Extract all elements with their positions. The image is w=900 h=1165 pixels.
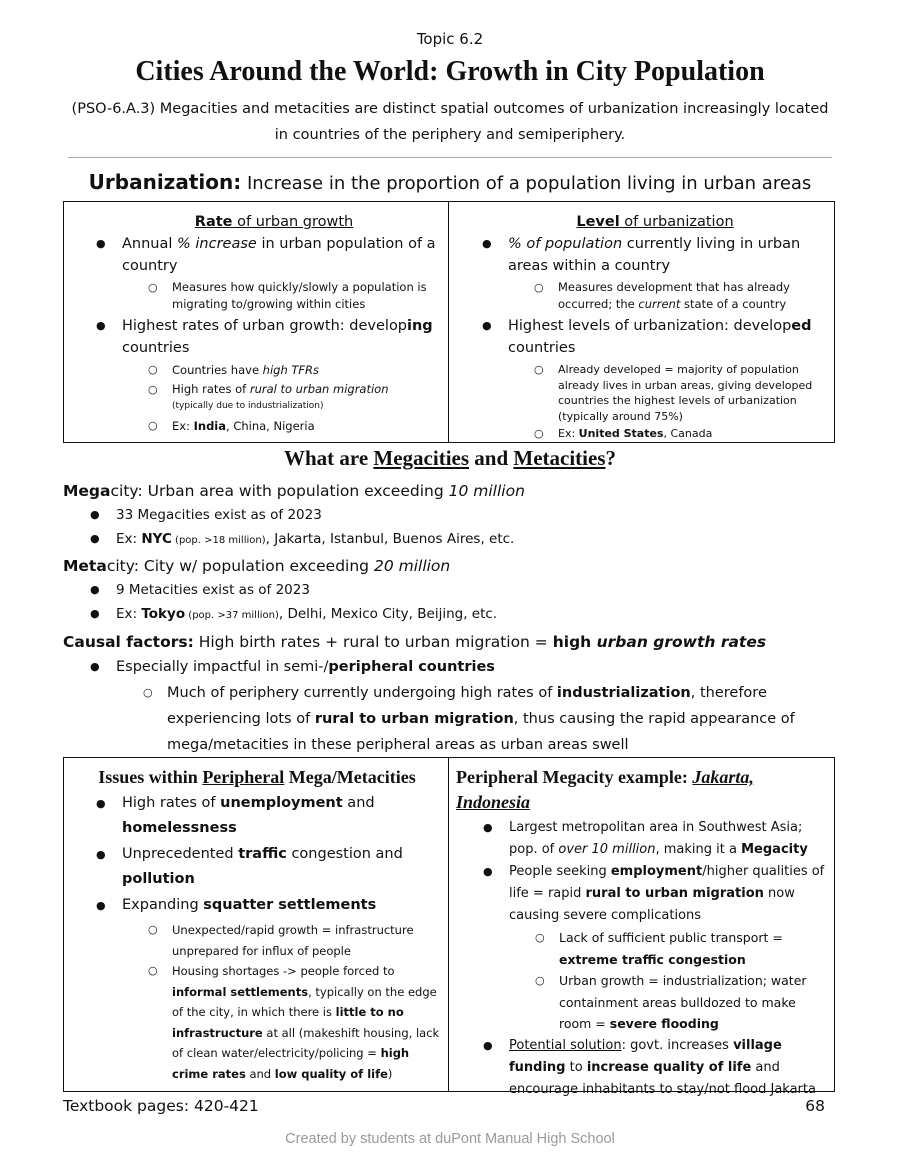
issues-sub-2: ○ Housing shortages -> people forced to informal settlements, typically on the edge of the city, in which there is little to no infrastructure at all (makeshift housing, lack of clean water/electricity/policing = high crime rates and low quality of life) (148, 961, 444, 1084)
issues-bullet-2: ● Unprecedented traffic congestion and pollution (96, 842, 444, 893)
standard-text (30, 96, 870, 148)
urbanization-text: Increase in the proportion of a population living in urban areas (246, 173, 812, 194)
rate-sub-1: ○ Measures how quickly/slowly a population is migrating to/growing within cities (148, 279, 442, 313)
page-title: Cities Around the World: Growth in City Population (135, 56, 765, 87)
example-column (456, 765, 828, 1101)
causal-factors: Causal factors: High birth rates + rural to urban migration = high urban growth rates (63, 633, 767, 651)
standard-line-1: (PSO-6.A.3) Megacities and metacities are distinct spatial outcomes of urbanization increasingly located (71, 101, 829, 117)
level-title: Level of urbanization (576, 214, 734, 230)
example-title: Peripheral Megacity example: Jakarta, Indonesia (456, 767, 754, 812)
rate-sub-3: ○ High rates of rural to urban migration (typically due to industrialization) (148, 382, 442, 414)
megacity-bullet-1: ● 33 Megacities exist as of 2023 (90, 503, 863, 527)
example-bullet-3: ● Potential solution: govt. increases village funding to increase quality of life and encourage inhabitants to stay/not flood Jakarta (483, 1035, 828, 1101)
level-bullet-1: ● % of population currently living in urban areas within a country ○ Measures development that has already occurred; the current state of a country (482, 233, 828, 313)
urbanization-definition (0, 170, 900, 194)
table-divider (448, 201, 449, 443)
level-column (486, 211, 828, 442)
causal-bullet-1: ● Especially impactful in semi-/peripheral countries ○ Much of periphery currently undergoing high rates of industrialization, therefore experiencing lots of rural to urban migration, thus causing the rapid appearance of mega/metacities in these peripheral areas as urban areas swell (90, 654, 863, 758)
mega-meta-section (63, 479, 863, 758)
example-bullet-1: ● Largest metropolitan area in Southwest Asia; pop. of over 10 million, making it a Megacity (483, 817, 828, 861)
header-divider (68, 157, 832, 158)
textbook-pages: Textbook pages: 420-421 (63, 1097, 259, 1115)
level-sub-1: ○ Measures development that has already occurred; the current state of a country (534, 279, 828, 313)
mega-meta-heading: What are Megacities and Metacities? (283, 446, 617, 470)
rate-bullet-2: ● Highest rates of urban growth: developing countries ○ Countries have high TFRs ○ High rates of rural to urban migration (typically due to industrialization) ○ Ex: India, China, Nigeria (96, 315, 442, 435)
example-sub-2: ○ Urban growth = industrialization; water containment areas bulldozed to make room = severe flooding (535, 970, 828, 1035)
standard-line-2: in countries of the periphery and semiperiphery. (274, 127, 626, 143)
causal-sub-1: ○ Much of periphery currently undergoing high rates of industrialization, therefore experiencing lots of rural to urban migration, thus causing the rapid appearance of mega/metacities in these peripheral areas as urban areas swell (143, 680, 863, 758)
issues-title: Issues within Peripheral Mega/Metacities (98, 767, 416, 787)
example-sub-1: ○ Lack of sufficient public transport = extreme traffic congestion (535, 927, 828, 970)
rate-title: Rate of urban growth (194, 214, 354, 230)
topic-label: Topic 6.2 (416, 30, 484, 48)
issues-bullet-1: ● High rates of unemployment and homelessness (96, 791, 444, 842)
rate-sub-4: ○ Ex: India, China, Nigeria (148, 417, 442, 435)
metacity-definition: Metacity: City w/ population exceeding 20 million (63, 557, 451, 575)
metacity-bullet-2: ● Ex: Tokyo (pop. >37 million), Delhi, Mexico City, Beijing, etc. (90, 602, 863, 628)
level-sub-3: ○ Ex: United States, Canada (534, 426, 828, 442)
example-bullet-2: ● People seeking employment/higher qualities of life = rapid rural to urban migration now causing severe complications ○ Lack of sufficient public transport = extreme traffic congestion ○ Urban growth = industrialization; water containment areas bulldozed to make room = severe flooding (483, 861, 828, 1035)
megacity-bullet-2: ● Ex: NYC (pop. >18 million), Jakarta, Istanbul, Buenos Aires, etc. (90, 527, 863, 553)
level-bullet-2: ● Highest levels of urbanization: developed countries ○ Already developed = majority of population already lives in urban areas, giving developed countries the highest levels of urbanization (typically around 75%) ○ Ex: United States, Canada (482, 315, 828, 442)
issues-column (100, 765, 444, 1084)
issues-bullet-3: ● Expanding squatter settlements ○ Unexpected/rapid growth = infrastructure unprepared for influx of people ○ Housing shortages -> people forced to informal settlements, typically on the edge of the city, in which there is little to no infrastructure at all (makeshift housing, lack of clean water/electricity/policing = high crime rates and low quality of life) (96, 893, 444, 1085)
rate-sub-2: ○ Countries have high TFRs (148, 361, 442, 379)
rate-column (100, 211, 442, 435)
page-number: 68 (805, 1097, 825, 1115)
level-sub-2: ○ Already developed = majority of population already lives in urban areas, giving developed countries the highest levels of urbanization (typically around 75%) (534, 362, 828, 424)
rate-bullet-1: ● Annual % increase in urban population of a country ○ Measures how quickly/slowly a population is migrating to/growing within cities (96, 233, 442, 313)
urbanization-term: Urbanization: (88, 170, 242, 194)
metacity-bullet-1: ● 9 Metacities exist as of 2023 (90, 578, 863, 602)
issues-sub-1: ○ Unexpected/rapid growth = infrastructure unprepared for influx of people (148, 920, 444, 961)
credit-line: Created by students at duPont Manual High School (285, 1131, 615, 1147)
megacity-definition: Megacity: Urban area with population exceeding 10 million (63, 482, 525, 500)
table-divider-2 (448, 757, 449, 1092)
